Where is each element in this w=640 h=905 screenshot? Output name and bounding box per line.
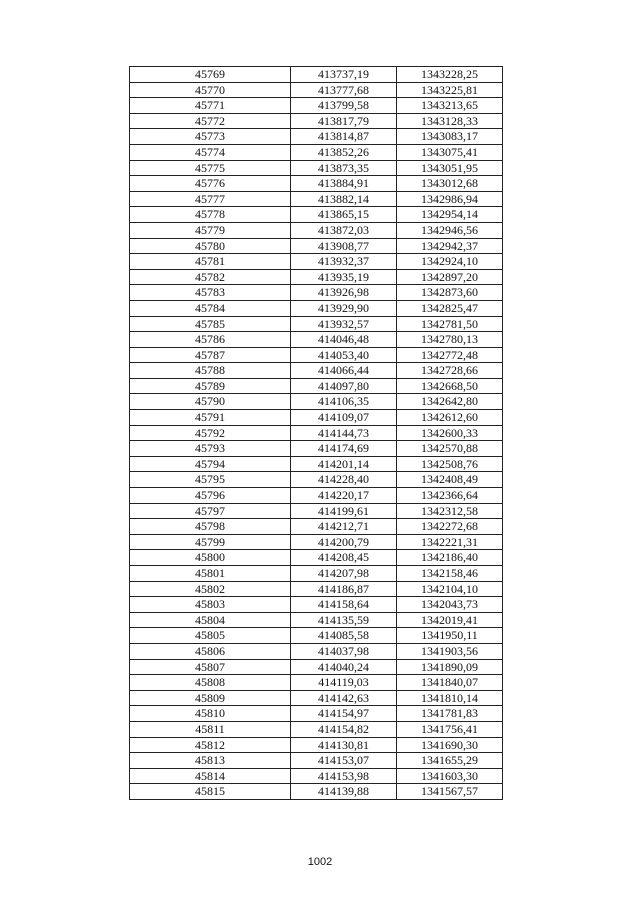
point-id-cell: 45811: [130, 721, 291, 737]
table-row: [130, 67, 503, 83]
x-coordinate-cell: 413814,87: [291, 129, 397, 145]
table-row: [130, 98, 503, 114]
point-id-cell: 45792: [130, 425, 291, 441]
point-id-cell: 45795: [130, 472, 291, 488]
y-coordinate-cell: 1342942,37: [397, 238, 503, 254]
x-coordinate-cell: 413932,57: [291, 316, 397, 332]
y-coordinate-cell: 1342986,94: [397, 191, 503, 207]
table-row: [130, 160, 503, 176]
y-coordinate-cell: 1342408,49: [397, 472, 503, 488]
y-coordinate-cell: 1342508,76: [397, 456, 503, 472]
y-coordinate-cell: 1341690,30: [397, 737, 503, 753]
point-id-cell: 45777: [130, 191, 291, 207]
point-id-cell: 45775: [130, 160, 291, 176]
x-coordinate-cell: 413799,58: [291, 98, 397, 114]
y-coordinate-cell: 1342873,60: [397, 285, 503, 301]
y-coordinate-cell: 1341950,11: [397, 628, 503, 644]
point-id-cell: 45770: [130, 82, 291, 98]
x-coordinate-cell: 413926,98: [291, 285, 397, 301]
x-coordinate-cell: 414212,71: [291, 519, 397, 535]
point-id-cell: 45806: [130, 643, 291, 659]
table-row: [130, 659, 503, 675]
y-coordinate-cell: 1343083,17: [397, 129, 503, 145]
point-id-cell: 45783: [130, 285, 291, 301]
y-coordinate-cell: 1342772,48: [397, 347, 503, 363]
x-coordinate-cell: 414135,59: [291, 612, 397, 628]
table-row: [130, 269, 503, 285]
point-id-cell: 45799: [130, 534, 291, 550]
point-id-cell: 45803: [130, 597, 291, 613]
y-coordinate-cell: 1343128,33: [397, 113, 503, 129]
table-row: [130, 363, 503, 379]
y-coordinate-cell: 1341890,09: [397, 659, 503, 675]
y-coordinate-cell: 1342312,58: [397, 503, 503, 519]
y-coordinate-cell: 1342600,33: [397, 425, 503, 441]
table-row: [130, 472, 503, 488]
x-coordinate-cell: 414144,73: [291, 425, 397, 441]
x-coordinate-cell: 414199,61: [291, 503, 397, 519]
point-id-cell: 45785: [130, 316, 291, 332]
y-coordinate-cell: 1342221,31: [397, 534, 503, 550]
point-id-cell: 45814: [130, 768, 291, 784]
y-coordinate-cell: 1343051,95: [397, 160, 503, 176]
x-coordinate-cell: 414186,87: [291, 581, 397, 597]
x-coordinate-cell: 414139,88: [291, 784, 397, 800]
point-id-cell: 45790: [130, 394, 291, 410]
y-coordinate-cell: 1342612,60: [397, 410, 503, 426]
table-row: [130, 503, 503, 519]
point-id-cell: 45808: [130, 675, 291, 691]
point-id-cell: 45805: [130, 628, 291, 644]
point-id-cell: 45807: [130, 659, 291, 675]
coordinates-table-body: [130, 67, 503, 800]
point-id-cell: 45804: [130, 612, 291, 628]
table-row: [130, 191, 503, 207]
x-coordinate-cell: 414109,07: [291, 410, 397, 426]
x-coordinate-cell: 414106,35: [291, 394, 397, 410]
point-id-cell: 45769: [130, 67, 291, 83]
y-coordinate-cell: 1341567,57: [397, 784, 503, 800]
y-coordinate-cell: 1342780,13: [397, 332, 503, 348]
y-coordinate-cell: 1342825,47: [397, 300, 503, 316]
x-coordinate-cell: 413852,26: [291, 144, 397, 160]
x-coordinate-cell: 414142,63: [291, 690, 397, 706]
x-coordinate-cell: 414228,40: [291, 472, 397, 488]
point-id-cell: 45778: [130, 207, 291, 223]
point-id-cell: 45788: [130, 363, 291, 379]
table-row: [130, 550, 503, 566]
point-id-cell: 45794: [130, 456, 291, 472]
table-row: [130, 628, 503, 644]
table-row: [130, 425, 503, 441]
x-coordinate-cell: 414207,98: [291, 566, 397, 582]
y-coordinate-cell: 1342272,68: [397, 519, 503, 535]
table-row: [130, 643, 503, 659]
point-id-cell: 45771: [130, 98, 291, 114]
x-coordinate-cell: 414046,48: [291, 332, 397, 348]
table-row: [130, 597, 503, 613]
table-row: [130, 410, 503, 426]
table-row: [130, 675, 503, 691]
point-id-cell: 45801: [130, 566, 291, 582]
y-coordinate-cell: 1342946,56: [397, 222, 503, 238]
y-coordinate-cell: 1341840,07: [397, 675, 503, 691]
table-row: [130, 721, 503, 737]
page-number: 1002: [307, 856, 333, 868]
point-id-cell: 45789: [130, 378, 291, 394]
x-coordinate-cell: 413873,35: [291, 160, 397, 176]
x-coordinate-cell: 414154,82: [291, 721, 397, 737]
point-id-cell: 45774: [130, 144, 291, 160]
table-row: [130, 316, 503, 332]
table-row: [130, 488, 503, 504]
x-coordinate-cell: 413932,37: [291, 254, 397, 270]
x-coordinate-cell: 414220,17: [291, 488, 397, 504]
point-id-cell: 45812: [130, 737, 291, 753]
x-coordinate-cell: 413882,14: [291, 191, 397, 207]
point-id-cell: 45793: [130, 441, 291, 457]
table-row: [130, 332, 503, 348]
x-coordinate-cell: 414085,58: [291, 628, 397, 644]
table-row: [130, 768, 503, 784]
point-id-cell: 45784: [130, 300, 291, 316]
y-coordinate-cell: 1342158,46: [397, 566, 503, 582]
table-row: [130, 300, 503, 316]
table-row: [130, 347, 503, 363]
table-row: [130, 441, 503, 457]
table-row: [130, 207, 503, 223]
point-id-cell: 45809: [130, 690, 291, 706]
table-row: [130, 82, 503, 98]
x-coordinate-cell: 413872,03: [291, 222, 397, 238]
x-coordinate-cell: 413737,19: [291, 67, 397, 83]
y-coordinate-cell: 1342728,66: [397, 363, 503, 379]
point-id-cell: 45802: [130, 581, 291, 597]
x-coordinate-cell: 413817,79: [291, 113, 397, 129]
point-id-cell: 45786: [130, 332, 291, 348]
x-coordinate-cell: 414200,79: [291, 534, 397, 550]
table-row: [130, 519, 503, 535]
y-coordinate-cell: 1343213,65: [397, 98, 503, 114]
table-row: [130, 690, 503, 706]
point-id-cell: 45787: [130, 347, 291, 363]
x-coordinate-cell: 413935,19: [291, 269, 397, 285]
x-coordinate-cell: 414153,07: [291, 753, 397, 769]
point-id-cell: 45800: [130, 550, 291, 566]
x-coordinate-cell: 414201,14: [291, 456, 397, 472]
x-coordinate-cell: 414119,03: [291, 675, 397, 691]
table-row: [130, 534, 503, 550]
y-coordinate-cell: 1341810,14: [397, 690, 503, 706]
table-row: [130, 176, 503, 192]
point-id-cell: 45776: [130, 176, 291, 192]
table-row: [130, 222, 503, 238]
point-id-cell: 45782: [130, 269, 291, 285]
y-coordinate-cell: 1342781,50: [397, 316, 503, 332]
point-id-cell: 45773: [130, 129, 291, 145]
y-coordinate-cell: 1341655,29: [397, 753, 503, 769]
x-coordinate-cell: 414066,44: [291, 363, 397, 379]
point-id-cell: 45791: [130, 410, 291, 426]
table-row: [130, 456, 503, 472]
y-coordinate-cell: 1342366,64: [397, 488, 503, 504]
table-row: [130, 129, 503, 145]
table-row: [130, 285, 503, 301]
point-id-cell: 45813: [130, 753, 291, 769]
point-id-cell: 45815: [130, 784, 291, 800]
point-id-cell: 45797: [130, 503, 291, 519]
table-row: [130, 566, 503, 582]
y-coordinate-cell: 1341781,83: [397, 706, 503, 722]
y-coordinate-cell: 1342897,20: [397, 269, 503, 285]
y-coordinate-cell: 1342186,40: [397, 550, 503, 566]
y-coordinate-cell: 1343075,41: [397, 144, 503, 160]
table-row: [130, 394, 503, 410]
y-coordinate-cell: 1343012,68: [397, 176, 503, 192]
point-id-cell: 45810: [130, 706, 291, 722]
point-id-cell: 45779: [130, 222, 291, 238]
table-row: [130, 113, 503, 129]
table-row: [130, 378, 503, 394]
point-id-cell: 45780: [130, 238, 291, 254]
point-id-cell: 45772: [130, 113, 291, 129]
x-coordinate-cell: 414037,98: [291, 643, 397, 659]
table-row: [130, 254, 503, 270]
table-row: [130, 737, 503, 753]
table-row: [130, 581, 503, 597]
y-coordinate-cell: 1341903,56: [397, 643, 503, 659]
table-row: [130, 706, 503, 722]
y-coordinate-cell: 1343225,81: [397, 82, 503, 98]
y-coordinate-cell: 1342570,88: [397, 441, 503, 457]
x-coordinate-cell: 414208,45: [291, 550, 397, 566]
x-coordinate-cell: 413908,77: [291, 238, 397, 254]
x-coordinate-cell: 413929,90: [291, 300, 397, 316]
x-coordinate-cell: 414153,98: [291, 768, 397, 784]
table-row: [130, 612, 503, 628]
coordinates-table: [129, 66, 503, 800]
x-coordinate-cell: 414097,80: [291, 378, 397, 394]
y-coordinate-cell: 1343228,25: [397, 67, 503, 83]
x-coordinate-cell: 414053,40: [291, 347, 397, 363]
x-coordinate-cell: 414130,81: [291, 737, 397, 753]
y-coordinate-cell: 1341756,41: [397, 721, 503, 737]
x-coordinate-cell: 414158,64: [291, 597, 397, 613]
table-row: [130, 753, 503, 769]
x-coordinate-cell: 413865,15: [291, 207, 397, 223]
x-coordinate-cell: 414154,97: [291, 706, 397, 722]
table-row: [130, 238, 503, 254]
table-row: [130, 144, 503, 160]
x-coordinate-cell: 413777,68: [291, 82, 397, 98]
y-coordinate-cell: 1342642,80: [397, 394, 503, 410]
point-id-cell: 45781: [130, 254, 291, 270]
y-coordinate-cell: 1342954,14: [397, 207, 503, 223]
y-coordinate-cell: 1342104,10: [397, 581, 503, 597]
point-id-cell: 45798: [130, 519, 291, 535]
x-coordinate-cell: 414174,69: [291, 441, 397, 457]
y-coordinate-cell: 1342668,50: [397, 378, 503, 394]
point-id-cell: 45796: [130, 488, 291, 504]
y-coordinate-cell: 1342043,73: [397, 597, 503, 613]
y-coordinate-cell: 1341603,30: [397, 768, 503, 784]
table-row: [130, 784, 503, 800]
x-coordinate-cell: 413884,91: [291, 176, 397, 192]
x-coordinate-cell: 414040,24: [291, 659, 397, 675]
y-coordinate-cell: 1342019,41: [397, 612, 503, 628]
y-coordinate-cell: 1342924,10: [397, 254, 503, 270]
